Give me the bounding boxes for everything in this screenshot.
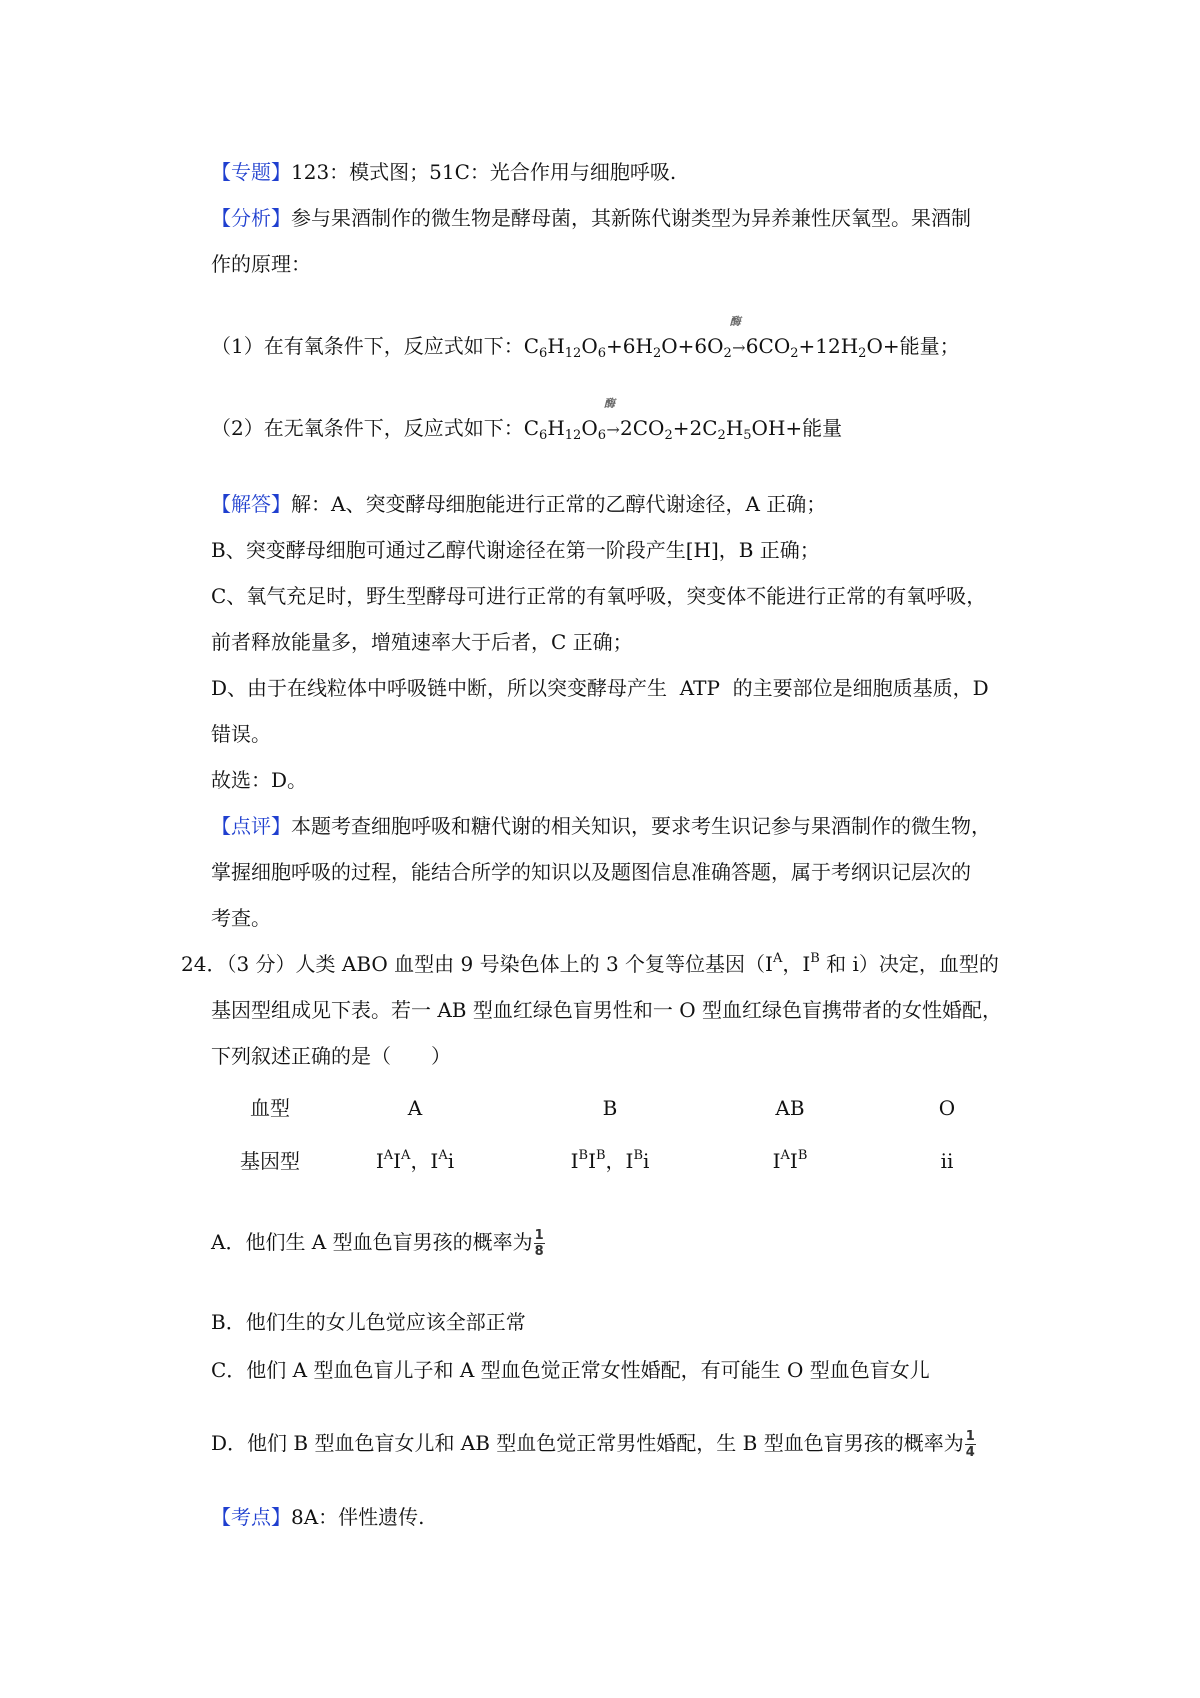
fraction-one-eighth: $\frac{1}{8}$ bbox=[534, 1228, 544, 1259]
answer-tag: 【解答】 bbox=[211, 492, 291, 516]
reaction-arrow-icon: 酶 → bbox=[604, 397, 620, 439]
table-genotype-a: $I^AI^A$，$I^Ai$ bbox=[375, 1148, 455, 1173]
table-header-label: 血型 bbox=[250, 1096, 290, 1120]
reaction-2-products: $2CO_2+2C_2H_5OH+$能量 bbox=[620, 416, 843, 443]
reaction-2-reactants: $C_6H_{12}O_6$ bbox=[523, 416, 607, 443]
option-a bbox=[211, 1229, 545, 1258]
keypoint-line bbox=[211, 1505, 425, 1529]
table-type-ab: AB bbox=[775, 1096, 805, 1120]
review-text-1: 本题考查细胞呼吸和糖代谢的相关知识，要求考生识记参与果酒制作的微生物， bbox=[291, 814, 991, 838]
question-score: （3 分） bbox=[226, 952, 296, 976]
question-line-3: 下列叙述正确的是（ ） bbox=[211, 1044, 451, 1068]
answer-choice: 故选：D。 bbox=[211, 768, 308, 792]
keypoint-tag: 【考点】 bbox=[211, 1505, 291, 1529]
answer-line-b: B、突变酵母细胞可通过乙醇代谢途径在第一阶段产生[H]，B 正确； bbox=[211, 538, 820, 562]
answer-line-a bbox=[211, 492, 826, 516]
option-d bbox=[211, 1430, 976, 1459]
enzyme-label: 酶 bbox=[729, 315, 741, 328]
option-b: B．他们生的女儿色觉应该全部正常 bbox=[211, 1310, 526, 1334]
question-number: 24． bbox=[181, 952, 227, 976]
table-type-o: O bbox=[938, 1096, 956, 1120]
question-line-2: 基因型组成见下表。若一 AB 型血红绿色盲男性和一 O 型血红绿色盲携带者的女性婚配， bbox=[211, 998, 1002, 1022]
question-line-1: 24．（3 分）人类 ABO 血型由 9 号染色体上的 3 个复等位基因（$I^A$，$I^B$ 和 i）决定，血型的 bbox=[181, 951, 999, 976]
table-genotype-o: ii bbox=[940, 1149, 954, 1173]
answer-line-c2: 前者释放能量多，增殖速率大于后者，C 正确； bbox=[211, 630, 633, 654]
review-line-2: 掌握细胞呼吸的过程，能结合所学的知识以及题图信息准确答题，属于考纲识记层次的 bbox=[211, 860, 971, 884]
answer-line-d1: D、由于在线粒体中呼吸链中断，所以突变酵母产生 ATP 的主要部位是细胞质基质，D bbox=[211, 676, 989, 700]
reaction-arrow-icon: 酶 → bbox=[729, 315, 746, 357]
table-genotype-ab: $I^AI^B$ bbox=[772, 1148, 808, 1173]
review-line-3: 考查。 bbox=[211, 906, 271, 930]
topic-line bbox=[211, 160, 676, 184]
table-type-a: A bbox=[407, 1096, 423, 1120]
reaction-1-reactants: $C_6H_{12}O_6+6H_2O+6O_2$ bbox=[523, 334, 732, 361]
table-genotype-b: $I^BI^B$，$I^Bi$ bbox=[570, 1148, 650, 1173]
answer-text-a: 解：A、突变酵母细胞能进行正常的乙醇代谢途径，A 正确； bbox=[291, 492, 827, 516]
answer-line-c1: C、氧气充足时，野生型酵母可进行正常的有氧呼吸，突变体不能进行正常的有氧呼吸， bbox=[211, 584, 987, 608]
analysis-line-1 bbox=[211, 206, 971, 230]
option-a-text: A．他们生 A 型血色盲男孩的概率为 bbox=[211, 1230, 533, 1254]
reaction-2-prefix: （2）在无氧条件下，反应式如下： bbox=[211, 416, 524, 440]
review-line-1 bbox=[211, 814, 991, 838]
topic-text: 123：模式图；51C：光合作用与细胞呼吸. bbox=[291, 160, 677, 184]
fraction-one-quarter: $\frac{1}{4}$ bbox=[965, 1429, 975, 1460]
analysis-tag: 【分析】 bbox=[211, 206, 291, 230]
analysis-text-1: 参与果酒制作的微生物是酵母菌，其新陈代谢类型为异养兼性厌氧型。果酒制 bbox=[291, 206, 971, 230]
review-tag: 【点评】 bbox=[211, 814, 291, 838]
option-c: C．他们 A 型血色盲儿子和 A 型血色觉正常女性婚配，有可能生 O 型血色盲女儿 bbox=[211, 1358, 930, 1382]
keypoint-text: 8A：伴性遗传. bbox=[291, 1505, 425, 1529]
table-type-b: B bbox=[602, 1096, 618, 1120]
enzyme-label: 酶 bbox=[604, 397, 616, 410]
option-d-text: D．他们 B 型血色盲女儿和 AB 型血色觉正常男性婚配，生 B 型血色盲男孩的概率为 bbox=[211, 1431, 964, 1455]
reaction-1 bbox=[211, 315, 960, 361]
answer-line-d2: 错误。 bbox=[211, 722, 271, 746]
analysis-line-2: 作的原理： bbox=[211, 252, 311, 276]
reaction-1-prefix: （1）在有氧条件下，反应式如下： bbox=[211, 334, 524, 358]
reaction-2 bbox=[211, 397, 843, 443]
topic-tag: 【专题】 bbox=[211, 160, 291, 184]
table-row-label: 基因型 bbox=[240, 1149, 300, 1173]
reaction-1-products: $6CO_2+12H_2O+$能量； bbox=[745, 334, 960, 361]
